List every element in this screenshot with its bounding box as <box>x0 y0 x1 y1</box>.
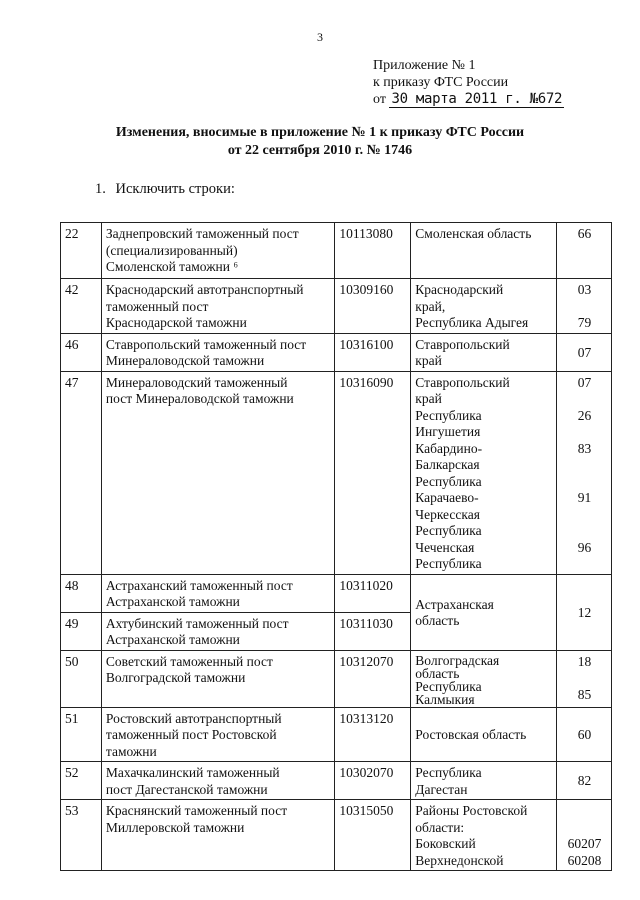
document-heading <box>60 124 580 160</box>
post-name-line: Краснодарский автотранспортный <box>105 282 304 297</box>
region <box>411 333 557 371</box>
okato-line: 03 <box>577 282 592 297</box>
okato-line: 07 <box>577 344 592 360</box>
okato-line: 26 <box>577 407 592 423</box>
region-line: Боковский <box>415 836 476 851</box>
region-line: Ингушетия <box>415 424 481 439</box>
okato-code <box>557 707 612 762</box>
okato-line: 60 <box>577 727 592 742</box>
post-code: 10302070 <box>335 762 411 800</box>
row-number: 47 <box>61 371 102 574</box>
row-number: 53 <box>61 800 102 871</box>
post-name-line: Советский таможенный пост <box>105 653 273 669</box>
post-name-line: (специализированный) <box>105 242 238 258</box>
table-row <box>61 574 612 612</box>
post-name-line: Миллеровской таможни <box>105 819 245 835</box>
region-line: край <box>415 353 442 368</box>
region-line: Чеченская <box>415 539 475 555</box>
post-code: 10313120 <box>335 707 411 762</box>
appendix-order-ref: к приказу ФТС России <box>373 75 509 90</box>
okato-line: 66 <box>577 226 592 241</box>
post-name <box>101 707 334 762</box>
post-code: 10316100 <box>335 333 411 371</box>
excluded-rows-table <box>60 222 612 871</box>
row-number: 50 <box>61 650 102 707</box>
region-line: Волгоградская <box>415 652 500 668</box>
region-line: Республика <box>415 407 482 423</box>
region <box>411 371 557 574</box>
region-line: Республика <box>415 765 482 780</box>
okato-code <box>557 371 612 574</box>
okato-line: 82 <box>577 773 592 789</box>
region <box>411 707 557 762</box>
region <box>411 223 557 279</box>
appendix-reference <box>373 57 564 108</box>
post-name <box>101 333 334 371</box>
okato-code <box>557 574 612 650</box>
row-number: 49 <box>61 612 102 650</box>
post-name-line: таможни <box>105 743 157 759</box>
region-line: Ростовская область <box>415 727 527 742</box>
post-code: 10316090 <box>335 371 411 574</box>
post-name-line: Ставропольский таможенный пост <box>105 336 307 352</box>
table-row <box>61 762 612 800</box>
okato-line: 96 <box>577 539 592 555</box>
post-name-line: пост Дагестанской таможни <box>105 781 268 797</box>
okato-line: 12 <box>577 604 592 620</box>
region <box>411 762 557 800</box>
region <box>411 279 557 334</box>
okato-code <box>557 279 612 334</box>
post-name-line: Астраханской таможни <box>105 632 240 647</box>
region-line: Республика <box>415 473 482 489</box>
okato-line: 79 <box>577 315 592 330</box>
heading-line-2: от 22 сентября 2010 г. № 1746 <box>227 143 413 158</box>
post-name-line: таможенный пост Ростовской <box>105 727 277 742</box>
post-code: 10113080 <box>335 223 411 279</box>
okato-code <box>557 762 612 800</box>
region-line: Астраханская <box>415 596 494 612</box>
okato-code <box>557 333 612 371</box>
post-code: 10311030 <box>335 612 411 650</box>
post-name-line: Ахтубинский таможенный пост <box>105 615 289 631</box>
region-line: Ставропольский <box>415 374 510 390</box>
post-name-line: Минераловодский таможенный <box>105 374 288 390</box>
okato-line: 07 <box>577 374 592 390</box>
appendix-date-handwritten: 30 марта 2011 г. №672 <box>391 91 563 107</box>
row-number: 22 <box>61 223 102 279</box>
region-line: Калмыкия <box>415 691 475 707</box>
region-line: край, <box>415 298 446 314</box>
post-name-line: Астраханский таможенный пост <box>105 577 293 593</box>
table-row <box>61 707 612 762</box>
post-name <box>101 371 334 574</box>
post-code: 10311020 <box>335 574 411 612</box>
row-number: 42 <box>61 279 102 334</box>
region-line: области: <box>415 819 465 835</box>
post-name <box>101 574 334 612</box>
post-name-line: таможенный пост <box>105 298 209 314</box>
post-name <box>101 279 334 334</box>
okato-line: 83 <box>577 440 592 456</box>
row-number: 51 <box>61 707 102 762</box>
okato-line: 85 <box>577 686 592 702</box>
table-row <box>61 371 612 574</box>
region-line: Карачаево- <box>415 490 479 505</box>
region-line: Кабардино- <box>415 440 483 456</box>
instruction-number: 1. <box>95 181 106 197</box>
post-name-line: пост Минераловодской таможни <box>105 391 294 406</box>
table-row <box>61 800 612 871</box>
region-line: Дагестан <box>415 781 468 797</box>
appendix-title: Приложение № 1 <box>373 58 476 73</box>
table-row <box>61 279 612 334</box>
post-code: 10309160 <box>335 279 411 334</box>
table-row <box>61 650 612 707</box>
okato-code <box>557 223 612 279</box>
post-name <box>101 223 334 279</box>
region-line: область <box>415 665 460 681</box>
region <box>411 574 557 650</box>
region-line: Ставропольский <box>415 336 510 352</box>
row-number: 48 <box>61 574 102 612</box>
post-name-line: Краснодарской таможни <box>105 315 247 330</box>
post-name <box>101 612 334 650</box>
region-line: край <box>415 391 442 406</box>
instruction <box>95 181 235 198</box>
okato-line: 91 <box>577 490 592 505</box>
post-name <box>101 800 334 871</box>
region-line: Смоленская область <box>415 226 532 241</box>
post-name-line: Ростовский автотранспортный <box>105 710 282 726</box>
appendix-date-line <box>373 91 564 108</box>
region-line: Районы Ростовской <box>415 803 528 818</box>
table-row <box>61 333 612 371</box>
region-line: Черкесская <box>415 506 480 522</box>
okato-line: 18 <box>577 653 592 669</box>
region-line: Республика Адыгея <box>415 315 529 330</box>
region-line: Республика <box>415 523 482 538</box>
post-name-line: Махачкалинский таможенный <box>105 765 280 780</box>
okato-code <box>557 650 612 707</box>
page-number: 3 <box>317 30 323 44</box>
post-name-line: Краснянский таможенный пост <box>105 803 288 818</box>
post-name <box>101 762 334 800</box>
region <box>411 650 557 707</box>
row-number: 52 <box>61 762 102 800</box>
post-code: 10312070 <box>335 650 411 707</box>
heading-line-1: Изменения, вносимые в приложение № 1 к приказу ФТС России <box>115 125 525 140</box>
region-line: Республика <box>415 556 482 571</box>
post-code: 10315050 <box>335 800 411 871</box>
region <box>411 800 557 871</box>
table-row <box>61 223 612 279</box>
post-name-line: Минераловодской таможни <box>105 353 265 368</box>
region-line: Краснодарский <box>415 282 504 297</box>
instruction-text: Исключить строки: <box>115 181 235 197</box>
okato-line: 60208 <box>567 852 602 868</box>
post-name-line: Смоленской таможни ⁶ <box>105 259 239 274</box>
post-name-line: Астраханской таможни <box>105 594 240 609</box>
post-name-line: Волгоградской таможни <box>105 670 246 685</box>
region-line: Верхнедонской <box>415 852 504 868</box>
appendix-date-prefix: от <box>373 92 386 107</box>
region-line: область <box>415 613 460 628</box>
post-name-line: Заднепровский таможенный пост <box>105 226 299 241</box>
region-line: Республика <box>415 678 482 694</box>
okato-code <box>557 800 612 871</box>
region-line: Балкарская <box>415 457 480 472</box>
post-name <box>101 650 334 707</box>
okato-line: 60207 <box>567 836 602 851</box>
row-number: 46 <box>61 333 102 371</box>
